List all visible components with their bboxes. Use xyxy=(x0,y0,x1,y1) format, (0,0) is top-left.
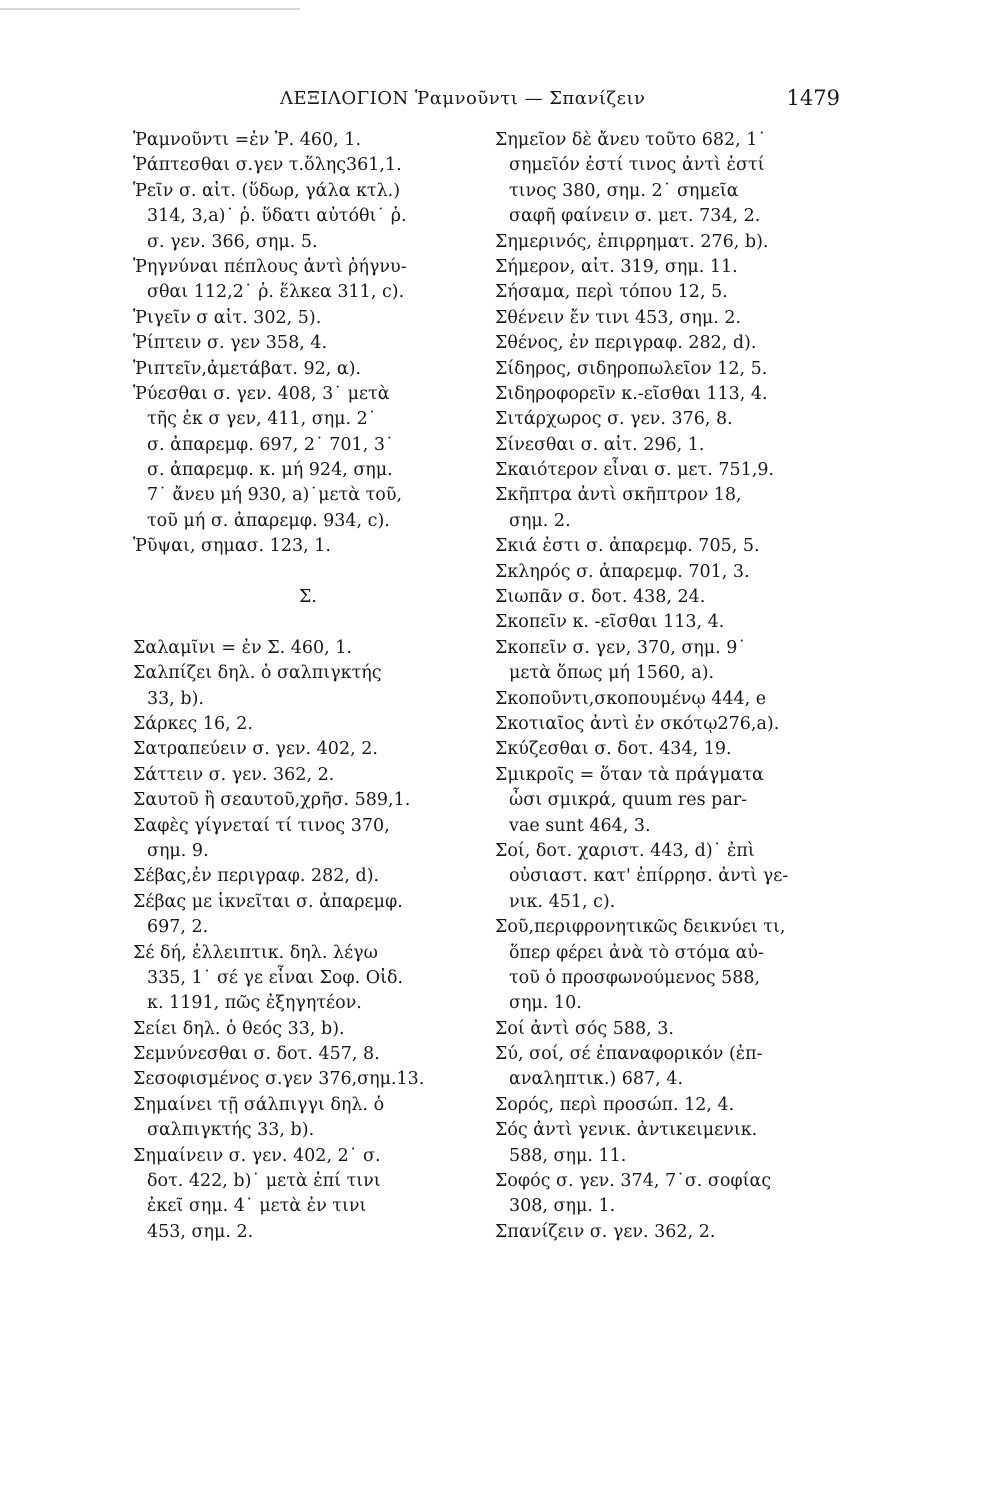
entry-line: ὅπερ φέρει ἀνὰ τὸ στόμα αὐ- xyxy=(509,942,764,963)
entry-line: Σκοπεῖν σ. γεν, 370, σημ. 9˙ xyxy=(495,637,747,658)
entry-line: Σημερινός, ἐπιρρηματ. 276, b). xyxy=(495,231,769,252)
entry-line: τοῦ μή σ. ἀπαρεμφ. 934, c). xyxy=(147,510,390,531)
entry-line: Σύ, σοί, σέ ἐπαναφορικόν (ἐπ- xyxy=(495,1044,763,1065)
entry-line: Σήσαμα, περὶ τόπου 12, 5. xyxy=(495,282,728,303)
entry-line: Ῥύεσθαι σ. γεν. 408, 3˙ μετὰ xyxy=(133,383,390,404)
running-title: ΛΕΞΙΛΟΓΙΟΝ Ῥαμνοῦντι — Σπανίζειν xyxy=(280,88,646,109)
right-column xyxy=(495,128,845,1245)
entry-line: Ῥῦψαι, σημασ. 123, 1. xyxy=(133,536,331,557)
entry-line: Σαυτοῦ ἢ σεαυτοῦ,χρῆσ. 589,1. xyxy=(133,790,411,811)
entry-line: σ. ἀπαρεμφ. 697, 2˙ 701, 3˙ xyxy=(147,434,394,455)
section-gap xyxy=(133,560,483,585)
entry-line: σαφῆ φαίνειν σ. μετ. 734, 2. xyxy=(509,206,761,227)
entry-line: 314, 3,a)˙ ῥ. ὕδατι αὐτόθι˙ ῥ. xyxy=(147,206,407,227)
entry-line: Σθένος, ἐν περιγραφ. 282, d). xyxy=(495,333,757,354)
entry-line: Σοί, δοτ. χαριστ. 443, d)˙ ἐπὶ xyxy=(495,840,755,861)
entry-line: Ῥηγνύναι πέπλους ἀντὶ ῥήγνυ- xyxy=(133,256,407,277)
entry-line: Σός ἀντὶ γενικ. ἀντικειμενικ. xyxy=(495,1120,758,1141)
entry-line: ἐκεῖ σημ. 4˙ μετὰ ἐν τινι xyxy=(147,1196,367,1217)
entry-line: σ. γεν. 366, σημ. 5. xyxy=(147,231,318,252)
entry-line: Σεμνύνεσθαι σ. δοτ. 457, 8. xyxy=(133,1044,380,1065)
entry-line: Σκοτιαῖος ἀντὶ ἐν σκότῳ276,a). xyxy=(495,713,780,734)
entry-line: σ. ἀπαρεμφ. κ. μή 924, σημ. xyxy=(147,460,393,481)
entry-line: Σιδηροφορεῖν κ.-εῖσθαι 113, 4. xyxy=(495,383,768,404)
entry-line: Σοί ἀντὶ σός 588, 3. xyxy=(495,1018,674,1039)
entry-line: σημεῖόν ἐστί τινος ἀντὶ ἐστί xyxy=(509,155,765,176)
entry-line: δοτ. 422, b)˙ μετὰ ἐπί τινι xyxy=(147,1171,381,1192)
entry-line: Σκληρός σ. ἀπαρεμφ. 701, 3. xyxy=(495,561,750,582)
entry-line: Σπανίζειν σ. γεν. 362, 2. xyxy=(495,1221,716,1242)
entry-line: Σκαιότερον εἶναι σ. μετ. 751,9. xyxy=(495,460,775,481)
entry-line: Σατραπεύειν σ. γεν. 402, 2. xyxy=(133,739,378,760)
entry-line: Σαλπίζει δηλ. ὁ σαλπιγκτής xyxy=(133,663,382,684)
entry-line: οὐσιαστ. κατ' ἐπίρρησ. ἀντὶ γε- xyxy=(509,866,789,887)
page-number: 1479 xyxy=(786,86,840,110)
entry-line: τῆς ἐκ σ γεν, 411, σημ. 2˙ xyxy=(147,409,377,430)
entry-line: Σιωπᾶν σ. δοτ. 438, 24. xyxy=(495,587,706,608)
entry-line: Σκιά ἐστι σ. ἀπαρεμφ. 705, 5. xyxy=(495,536,760,557)
entry-line: Σκῆπτρα ἀντὶ σκῆπτρον 18, xyxy=(495,485,742,506)
entry-line: Σκοπεῖν κ. -εῖσθαι 113, 4. xyxy=(495,612,725,633)
entry-line: Σέβας με ἱκνεῖται σ. ἀπαρεμφ. xyxy=(133,891,403,912)
entry-line: Ῥάπτεσθαι σ.γεν τ.ὅλης361,1. xyxy=(133,155,402,176)
section-letter: Σ. xyxy=(299,587,317,608)
entry-line: σημ. 10. xyxy=(509,993,582,1014)
entry-line: σημ. 9. xyxy=(147,840,209,861)
entry-line: Σάρκες 16, 2. xyxy=(133,713,253,734)
entry-line: τινος 380, σημ. 2˙ σημεῖα xyxy=(509,180,739,201)
entry-line: μετὰ ὅπως μή 1560, a). xyxy=(509,663,715,684)
entry-line: Ῥίπτειν σ. γεν 358, 4. xyxy=(133,333,328,354)
entry-line: ὦσι σμικρά, quum res par- xyxy=(509,790,748,811)
page-header xyxy=(280,88,840,118)
entry-line: Σίνεσθαι σ. αἰτ. 296, 1. xyxy=(495,434,705,455)
entry-line: Ῥεῖν σ. αἰτ. (ὕδωρ, γάλα κτλ.) xyxy=(133,180,401,201)
entry-line: Σήμερον, αἰτ. 319, σημ. 11. xyxy=(495,256,738,277)
entry-line: 335, 1˙ σέ γε εἶναι Σοφ. Οἰδ. xyxy=(147,967,404,988)
entry-line: Σημαίνει τῇ σάλπιγγι δηλ. ὁ xyxy=(133,1094,385,1115)
entry-line: 697, 2. xyxy=(147,917,209,938)
entry-line: Ῥιγεῖν σ αἰτ. 302, 5). xyxy=(133,307,322,328)
entry-line: Σκύζεσθαι σ. δοτ. 434, 19. xyxy=(495,739,732,760)
entry-line: 588, σημ. 11. xyxy=(509,1145,627,1166)
entry-line: σαλπιγκτής 33, b). xyxy=(147,1120,315,1141)
entry-line: Σιτάρχωρος σ. γεν. 376, 8. xyxy=(495,409,733,430)
entry-line: τοῦ ὁ προσφωνούμενος 588, xyxy=(509,967,761,988)
entry-line: Σημεῖον δὲ ἄνευ τοῦτο 682, 1˙ xyxy=(495,130,767,150)
entry-line: Σκοποῦντι,σκοπουμένῳ 444, e xyxy=(495,688,767,709)
entry-line: Σεσοφισμένος σ.γεν 376,σημ.13. xyxy=(133,1069,425,1090)
entry-line: Σοῦ,περιφρονητικῶς δεικνύει τι, xyxy=(495,917,786,938)
entry-line: Σθένειν ἔν τινι 453, σημ. 2. xyxy=(495,307,742,328)
entry-line: Ῥιπτεῖν,ἀμετάβατ. 92, α). xyxy=(133,358,362,379)
entry-line: Ῥαμνοῦντι =ἐν Ῥ. 460, 1. xyxy=(133,130,362,150)
entry-line: vae sunt 464, 3. xyxy=(509,815,651,836)
entry-line: 7˙ ἄνευ μή 930, a)˙μετὰ τοῦ, xyxy=(147,485,403,506)
entry-line: Σάττειν σ. γεν. 362, 2. xyxy=(133,764,335,785)
entry-line: 308, σημ. 1. xyxy=(509,1196,616,1217)
entry-line: σημ. 2. xyxy=(509,510,571,531)
entry-line: Σίδηρος, σιδηροπωλεῖον 12, 5. xyxy=(495,358,768,379)
scan-edge-line xyxy=(0,8,300,10)
entry-line: Σοφός σ. γεν. 374, 7˙σ. σοφίας xyxy=(495,1171,772,1192)
entry-line: νικ. 451, c). xyxy=(509,891,616,912)
entry-line: Σμικροῖς = ὅταν τὰ πράγματα xyxy=(495,764,764,785)
entry-line: 33, b). xyxy=(147,688,204,709)
entry-line: Σέβας,ἐν περιγραφ. 282, d). xyxy=(133,866,380,887)
entry-line: Σαλαμῖνι = ἐν Σ. 460, 1. xyxy=(133,637,352,658)
entry-line: Σέ δή, ἐλλειπτικ. δηλ. λέγω xyxy=(133,942,378,963)
entry-line: Σορός, περὶ προσώπ. 12, 4. xyxy=(495,1094,735,1115)
section-gap xyxy=(133,610,483,635)
entry-line: σθαι 112,2˙ ῥ. ἕλκεα 311, c). xyxy=(147,282,405,303)
entry-line: Σημαίνειν σ. γεν. 402, 2˙ σ. xyxy=(133,1145,381,1166)
entry-line: 453, σημ. 2. xyxy=(147,1221,254,1242)
left-column xyxy=(133,128,483,1245)
entry-line: Σείει δηλ. ὁ θεός 33, b). xyxy=(133,1018,345,1039)
entry-line: αναληπτικ.) 687, 4. xyxy=(509,1069,684,1090)
entry-line: κ. 1191, πῶς ἐξηγητέον. xyxy=(147,993,362,1014)
entry-line: Σαφὲς γίγνεταί τί τινος 370, xyxy=(133,815,390,836)
